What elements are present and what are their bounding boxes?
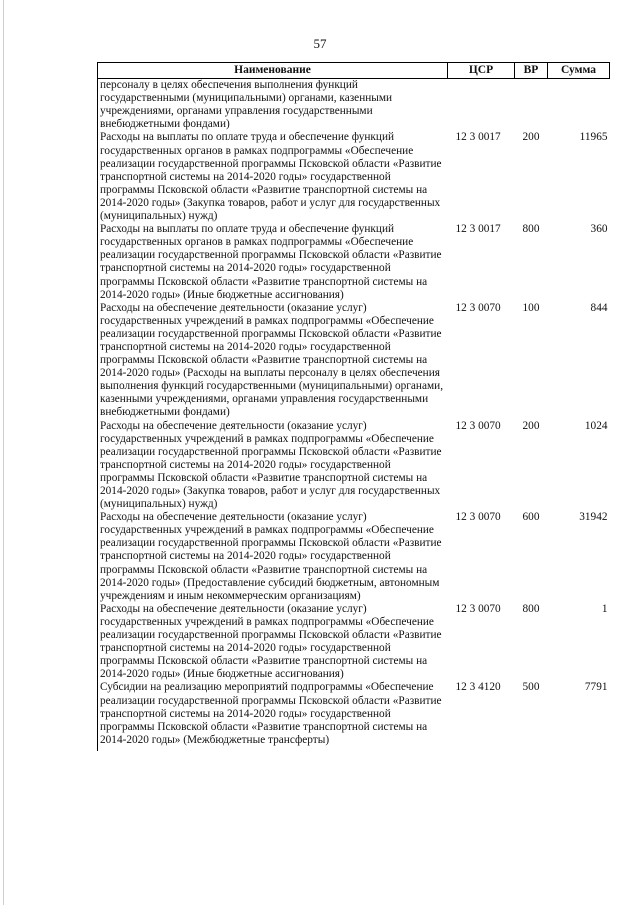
row-vr [515, 79, 548, 132]
row-name: Расходы на выплаты по оплате труда и обеспечение функций государственных органов в рамках подпрограммы «Обеспечение реализации государственной программы Псковской области «Развитие транспортной системы на 2014-2020 годы» государственной программы Псковской области «Развитие транспортной системы на 2014-2020 годы» (Иные бюджетные ассигнования) [98, 223, 448, 302]
row-name: Расходы на обеспечение деятельности (оказание услуг) государственных учреждений в рамках подпрограммы «Обеспечение реализации государственной программы Псковской области «Развитие транспортной системы на 2014-2020 годы» государственной программы Псковской области «Развитие транспортной системы на 2014-2020 годы» (Предоставление субсидий бюджетным, автономным учреждениям и иным некоммерческим организациям) [98, 511, 448, 603]
row-vr: 200 [522, 419, 540, 432]
row-csr: 12 3 0017 [455, 223, 501, 236]
row-csr: 12 3 0070 [455, 511, 501, 524]
table-row [98, 681, 610, 750]
row-sum [548, 79, 610, 132]
row-name: Расходы на обеспечение деятельности (оказание услуг) государственных учреждений в рамках подпрограммы «Обеспечение реализации государственной программы Псковской области «Развитие транспортной системы на 2014-2020 годы» государственной программы Псковской области «Развитие транспортной системы на 2014-2020 годы» (Закупка товаров, работ и услуг для государственных (муниципальных) нужд) [98, 420, 448, 512]
table-row [98, 420, 610, 512]
row-sum: 11965 [579, 131, 608, 144]
row-vr: 200 [522, 131, 540, 144]
table-header-row [98, 63, 610, 79]
row-name: Расходы на выплаты по оплате труда и обеспечение функций государственных органов в рамках подпрограммы «Обеспечение реализации государственной программы Псковской области «Развитие транспортной системы на 2014-2020 годы» государственной программы Псковской области «Развитие транспортной системы на 2014-2020 годы» (Закупка товаров, работ и услуг для государственных (муниципальных) нужд) [98, 131, 448, 223]
row-sum: 1 [601, 602, 608, 615]
scan-edge-line [3, 0, 4, 905]
row-sum: 360 [590, 223, 608, 236]
row-vr: 100 [522, 301, 540, 314]
row-vr: 800 [522, 602, 540, 615]
row-csr [448, 79, 515, 132]
page-number: 57 [313, 36, 327, 51]
row-name: Расходы на обеспечение деятельности (оказание услуг) государственных учреждений в рамках подпрограммы «Обеспечение реализации государственной программы Псковской области «Развитие транспортной системы на 2014-2020 годы» государственной программы Псковской области «Развитие транспортной системы на 2014-2020 годы» (Расходы на выплаты персоналу в целях обеспечения выполнения функций государственными (муниципальными) органами, казенными учреждениями, органами управления государственными внебюджетными фондами) [98, 302, 448, 420]
table-row [98, 302, 610, 420]
row-sum: 844 [590, 301, 608, 314]
row-vr: 800 [522, 223, 540, 236]
row-sum: 1024 [584, 419, 608, 432]
table-row [98, 79, 610, 132]
row-name: Субсидии на реализацию мероприятий подпрограммы «Обеспечение реализации государственной программы Псковской области «Развитие транспортной системы на 2014-2020 годы» государственной программы Псковской области «Развитие транспортной системы на 2014-2020 годы» (Межбюджетные трансферты) [98, 681, 448, 750]
row-sum: 31942 [579, 511, 608, 524]
row-csr: 12 3 0070 [455, 419, 501, 432]
table-row [98, 223, 610, 302]
budget-table [97, 62, 610, 751]
row-csr: 12 3 0017 [455, 131, 501, 144]
row-name: персоналу в целях обеспечения выполнения функций государственными (муниципальными) органами, казенными учреждениями, органами управления государственными внебюджетными фондами) [98, 79, 448, 132]
row-csr: 12 3 0070 [455, 301, 501, 314]
row-csr: 12 3 4120 [455, 681, 501, 694]
row-vr: 600 [522, 511, 540, 524]
row-vr: 500 [522, 681, 540, 694]
header-sum: Сумма [548, 63, 610, 79]
row-name: Расходы на обеспечение деятельности (оказание услуг) государственных учреждений в рамках подпрограммы «Обеспечение реализации государственной программы Псковской области «Развитие транспортной системы на 2014-2020 годы» государственной программы Псковской области «Развитие транспортной системы на 2014-2020 годы» (Иные бюджетные ассигнования) [98, 603, 448, 682]
header-csr: ЦСР [448, 63, 515, 79]
row-sum: 7791 [584, 681, 608, 694]
table-row [98, 511, 610, 603]
table-row [98, 603, 610, 682]
row-csr: 12 3 0070 [455, 602, 501, 615]
header-vr: ВР [515, 63, 548, 79]
header-name: Наименование [98, 63, 448, 79]
table-row [98, 131, 610, 223]
